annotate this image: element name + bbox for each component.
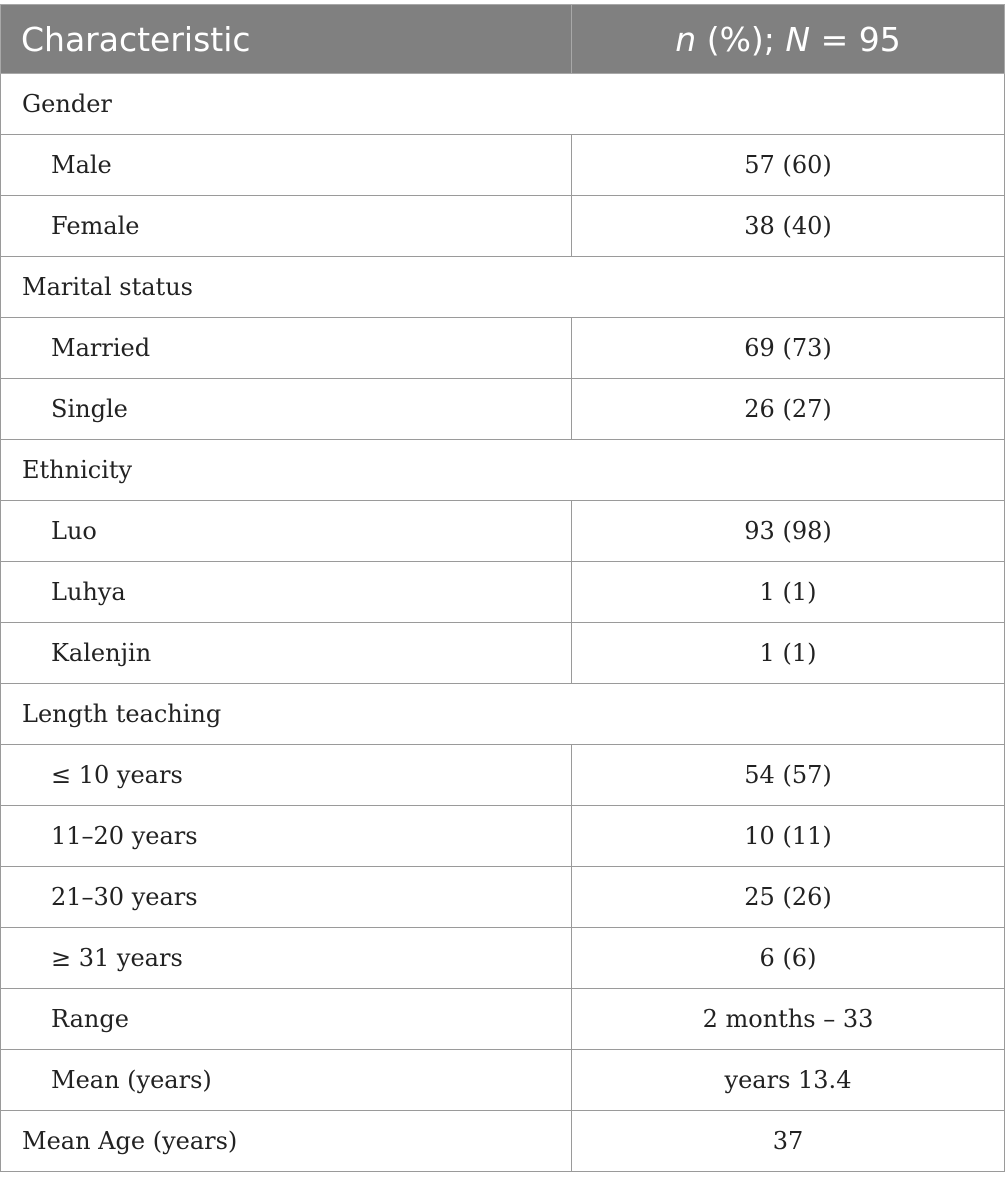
row-value: 1 (1) bbox=[572, 562, 1005, 623]
section-label: Gender bbox=[1, 74, 1005, 135]
section-label: Length teaching bbox=[1, 684, 1005, 745]
table-row bbox=[1, 989, 1005, 1050]
row-label: Single bbox=[1, 379, 572, 440]
header-characteristic: Characteristic bbox=[1, 5, 572, 74]
row-value: 1 (1) bbox=[572, 623, 1005, 684]
row-label: Range bbox=[1, 989, 572, 1050]
table-row bbox=[1, 501, 1005, 562]
table-body bbox=[1, 74, 1005, 1172]
row-value: 57 (60) bbox=[572, 135, 1005, 196]
row-value: 37 bbox=[572, 1111, 1005, 1172]
row-label: Kalenjin bbox=[1, 623, 572, 684]
table-row bbox=[1, 1050, 1005, 1111]
row-label: 11–20 years bbox=[1, 806, 572, 867]
table-row bbox=[1, 806, 1005, 867]
demographics-table bbox=[0, 4, 1005, 1172]
header-count bbox=[572, 5, 1005, 74]
row-value: 2 months – 33 bbox=[572, 989, 1005, 1050]
table-row bbox=[1, 196, 1005, 257]
row-label: Female bbox=[1, 196, 572, 257]
row-value: 25 (26) bbox=[572, 867, 1005, 928]
table-row bbox=[1, 318, 1005, 379]
section-row bbox=[1, 440, 1005, 501]
table-row bbox=[1, 379, 1005, 440]
table-header-row bbox=[1, 5, 1005, 74]
row-value: 10 (11) bbox=[572, 806, 1005, 867]
section-row bbox=[1, 74, 1005, 135]
table-row bbox=[1, 928, 1005, 989]
table-row bbox=[1, 867, 1005, 928]
row-value: 6 (6) bbox=[572, 928, 1005, 989]
row-label: Male bbox=[1, 135, 572, 196]
table-row bbox=[1, 623, 1005, 684]
row-label: ≥ 31 years bbox=[1, 928, 572, 989]
row-value: 38 (40) bbox=[572, 196, 1005, 257]
row-value: 26 (27) bbox=[572, 379, 1005, 440]
header-eq: = 95 bbox=[810, 19, 901, 59]
row-value: 54 (57) bbox=[572, 745, 1005, 806]
demographics-table-container bbox=[0, 4, 1004, 1172]
table-row bbox=[1, 1111, 1005, 1172]
section-label: Marital status bbox=[1, 257, 1005, 318]
table-row bbox=[1, 745, 1005, 806]
row-label: Mean (years) bbox=[1, 1050, 572, 1111]
row-value: 93 (98) bbox=[572, 501, 1005, 562]
row-label: 21–30 years bbox=[1, 867, 572, 928]
table-row bbox=[1, 562, 1005, 623]
header-n: n bbox=[675, 19, 697, 59]
row-label: Mean Age (years) bbox=[1, 1111, 572, 1172]
section-row bbox=[1, 257, 1005, 318]
row-label: Luo bbox=[1, 501, 572, 562]
header-pct: (%); bbox=[696, 19, 786, 59]
row-value: years 13.4 bbox=[572, 1050, 1005, 1111]
row-label: Married bbox=[1, 318, 572, 379]
section-row bbox=[1, 684, 1005, 745]
row-label: ≤ 10 years bbox=[1, 745, 572, 806]
section-label: Ethnicity bbox=[1, 440, 1005, 501]
row-value: 69 (73) bbox=[572, 318, 1005, 379]
row-label: Luhya bbox=[1, 562, 572, 623]
table-row bbox=[1, 135, 1005, 196]
header-N: N bbox=[785, 19, 811, 59]
